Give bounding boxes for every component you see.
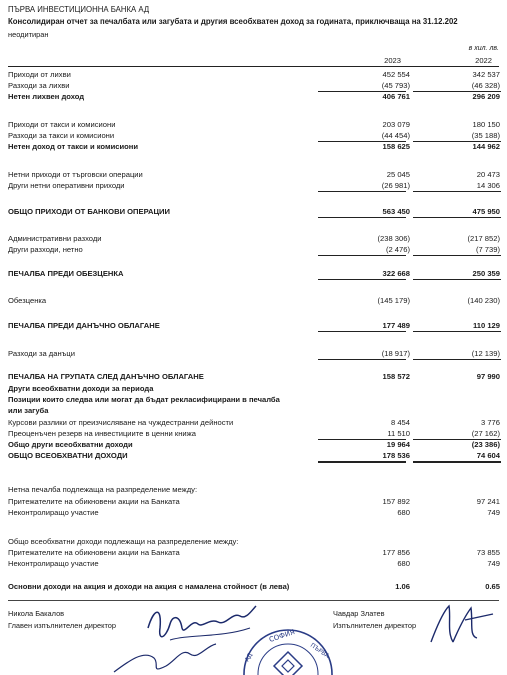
table-row [8,321,499,331]
row-label: Нетни приходи от търговски операции [8,170,143,179]
table-row [8,548,499,558]
value-2022: 749 [487,559,500,568]
value-2022: (217 852) [467,234,500,243]
stamp-signature-scribble [110,640,220,675]
value-2023: 158 572 [382,372,410,381]
value-2023: (45 793) [381,81,410,90]
value-2023: 203 079 [382,120,410,129]
table-row [8,349,499,359]
right-signatory-title: Изпълнителен директор [333,621,417,630]
value-2023: 25 045 [386,170,410,179]
value-2022: 749 [487,508,500,517]
row-label: Общо други всеобхватни доходи [8,440,133,449]
value-2022: (23 386) [471,440,500,449]
value-2023: 563 450 [382,207,410,216]
value-2023: 11 510 [387,429,410,438]
row-label: Обезценка [8,296,47,305]
company-stamp [240,622,336,675]
svg-text:АД: АД [243,651,255,663]
row-label: или загуба [8,406,49,415]
total-underline [413,279,501,280]
svg-text:ПЪРВА: ПЪРВА [308,641,331,660]
value-2023: 158 625 [382,142,410,151]
row-label: ОБЩО ПРИХОДИ ОТ БАНКОВИ ОПЕРАЦИИ [8,207,170,216]
row-label: Разходи за такси и комисиони [8,131,115,140]
value-2023: 8 454 [390,418,410,427]
value-2022: (12 139) [471,349,500,358]
table-row [8,582,499,592]
total-underline [318,255,406,256]
row-label: Други разходи, нетно [8,245,83,254]
row-label: Приходи от такси и комисиони [8,120,116,129]
table-row [8,234,499,244]
units-label: в хил. лв. [468,45,499,52]
value-2023: 157 892 [382,497,410,506]
left-signatory-name: Никола Бакалов [8,609,65,618]
table-row [8,170,499,180]
row-label: ПЕЧАЛБА ПРЕДИ ОБЕЗЦЕНКА [8,269,124,278]
total-underline [318,439,406,440]
table-row [8,207,499,217]
value-2022: (46 328) [471,81,500,90]
table-row [8,81,499,91]
value-2022: 296 209 [472,92,500,101]
row-label: ПЕЧАЛБА ПРЕДИ ДАНЪЧНО ОБЛАГАНЕ [8,321,160,330]
value-2022: 144 962 [472,142,500,151]
row-label: Разходи за данъци [8,349,75,358]
table-row [8,142,499,152]
row-label: Притежателите на обикновени акции на Банката [8,497,180,506]
total-underline [413,439,501,440]
value-2022: (35 188) [471,131,500,140]
table-row [8,120,499,130]
table-row [8,296,499,306]
row-label: Общо всеобхватни доходи подлежащи на разпределение между: [8,537,239,546]
right-signatory-name: Чавдар Златев [333,609,385,618]
row-label: Разходи за лихви [8,81,70,90]
total-underline [413,141,501,142]
table-row [8,451,499,461]
value-2023: (26 981) [381,181,410,190]
value-2023: 452 554 [382,70,410,79]
total-underline [318,279,406,280]
header-rule [8,66,499,67]
row-label: Неконтролиращо участие [8,559,99,568]
table-row [8,497,499,507]
row-label: Позиции които следва или могат да бъдат рекласифицирани в печалба [8,395,280,404]
value-2022: 97 990 [476,372,500,381]
table-row [8,559,499,569]
value-2023: 680 [397,508,410,517]
row-label: Основни доходи на акция и доходи на акция с намалена стойност (в лева) [8,582,290,591]
row-label: ПЕЧАЛБА НА ГРУПАТА СЛЕД ДАНЪЧНО ОБЛАГАНЕ [8,372,204,381]
value-2022: 74 604 [476,451,500,460]
value-2023: 406 761 [382,92,410,101]
row-label: Други всеобхватни доходи за периода [8,384,154,393]
total-underline [413,255,501,256]
value-2022: 3 776 [480,418,500,427]
value-2023: 322 668 [382,269,410,278]
total-underline [318,331,406,332]
value-2022: 73 855 [476,548,500,557]
row-label: Нетна печалба подлежаща на разпределение между: [8,485,198,494]
value-2022: 20 473 [476,170,500,179]
value-2022: 14 306 [476,181,500,190]
table-row [8,406,499,416]
value-2023: 19 964 [386,440,410,449]
row-label: Други нетни оперативни приходи [8,181,125,190]
total-underline [413,359,501,360]
value-2022: 475 950 [472,207,500,216]
table-row [8,395,499,405]
table-row [8,418,499,428]
value-2023: 177 489 [382,321,410,330]
row-label: Преоценъчен резерв на инвестициите в ценни книжа [8,429,196,438]
total-underline [413,331,501,332]
left-signatory-title: Главен изпълнителен директор [8,621,116,630]
row-label: Нетен лихвен доход [8,92,85,101]
total-underline [318,91,406,92]
value-2023: (2 476) [385,245,410,254]
column-header-2023: 2023 [384,56,401,65]
row-label: Притежателите на обикновени акции на Банката [8,548,180,557]
bank-name: ПЪРВА ИНВЕСТИЦИОННА БАНКА АД [8,5,150,14]
value-2022: 250 359 [472,269,500,278]
table-row [8,181,499,191]
table-row [8,92,499,102]
row-label: Неконтролиращо участие [8,508,99,517]
value-2022: (7 739) [475,245,500,254]
value-2022: (140 230) [467,296,500,305]
total-underline [318,461,406,463]
row-label: Нетен доход от такси и комисиони [8,142,139,151]
table-row [8,372,499,382]
table-row [8,440,499,450]
total-underline [318,191,406,192]
value-2023: (18 917) [381,349,410,358]
table-row [8,537,499,547]
total-underline [413,191,501,192]
table-row [8,245,499,255]
value-2023: (44 454) [381,131,410,140]
row-label: Административни разходи [8,234,102,243]
audit-status: неодитиран [8,30,49,39]
value-2022: 110 129 [472,321,500,330]
total-underline [413,217,501,218]
value-2022: 0.65 [485,582,500,591]
total-underline [318,217,406,218]
table-row [8,384,499,394]
table-row [8,485,499,495]
right-signature [425,598,500,648]
table-row [8,429,499,439]
value-2023: 1.06 [395,582,410,591]
value-2023: (145 179) [377,296,410,305]
row-label: Курсови разлики от преизчисляване на чуждестранни дейности [8,418,234,427]
value-2022: 342 537 [472,70,500,79]
table-row [8,70,499,80]
table-row [8,508,499,518]
total-underline [318,141,406,142]
svg-text:СОФИЯ: СОФИЯ [268,628,296,644]
total-underline [413,461,501,463]
total-underline [413,91,501,92]
value-2022: (27 162) [471,429,500,438]
value-2023: 177 856 [382,548,410,557]
value-2023: 178 536 [382,451,410,460]
row-label: Приходи от лихви [8,70,71,79]
statement-title: Консолидиран отчет за печалбата или загубата и другия всеобхватен доход за годината, приключваща на 31.12.202 [8,17,458,26]
table-row [8,131,499,141]
value-2022: 97 241 [476,497,500,506]
value-2022: 180 150 [472,120,500,129]
row-label: ОБЩО ВСЕОБХВАТНИ ДОХОДИ [8,451,128,460]
table-row [8,269,499,279]
value-2023: 680 [397,559,410,568]
total-underline [318,359,406,360]
value-2023: (238 306) [377,234,410,243]
column-header-2022: 2022 [475,56,492,65]
